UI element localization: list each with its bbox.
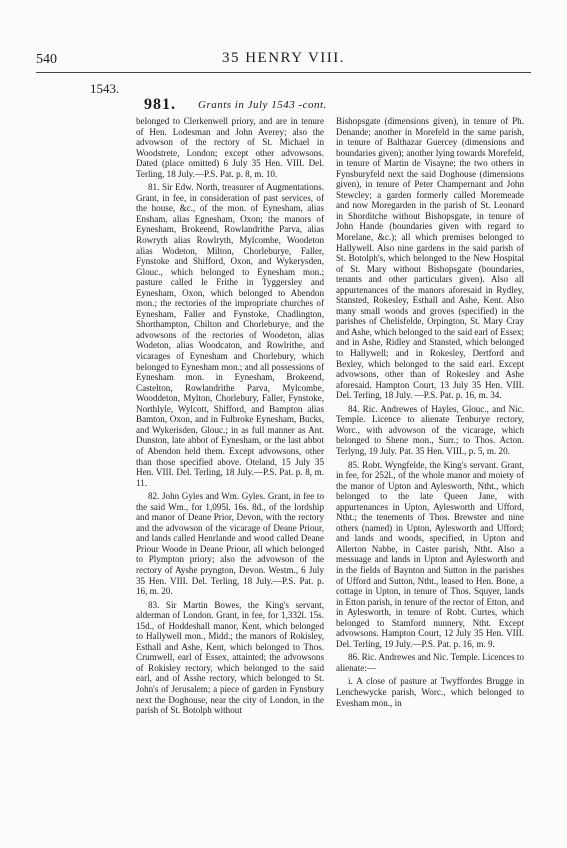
header-rule [36,72,531,73]
section-title: Grants in July 1543 -cont. [198,99,327,111]
paragraph: 85. Robt. Wyngfelde, the King's servant. Grant, in fee, for 252l., of the whole manor and moiety of the manor of Upton and Aylesworth, Ntht., which belonged to the late Queen Jane, with appurtenances in Upton, Aylesworth and Ufford, Ntht.; the tenements of Thos. Brewster and nine others (named) in Upton, Aylesworth and Ufford; and lands and woods, specified, in Upton and Allerton Nabbe, in Caster parish, Ntht. Also a messuage and lands in Upton and Aylesworth and in the fields of Baynton and Sutton in the parishes of Ufford and Sutton, Ntht., leased to Hen. Bone, a cottage in Upton, in tenure of Thos. Squyer, lands in Etton parish, in tenure of the rector of Etton, and in Aylesworth, in tenure of Robt. Curtes, which belonged to Stamford nunnery, Ntht. Except advowsons. Hampton Court, 12 July 35 Hen. VIII. Del. Terling, 19 July.—P.S. Pat. p. 16, m. 9. [336,459,524,649]
paragraph: 86. Ric. Andrewes and Nic. Temple. Licences to alienate:— [336,652,524,673]
paragraph: 83. Sir Martin Bowes, the King's servant, alderman of London. Grant, in fee, for 1,332l. 15s. 15d., of Hoddeshall manor, Kent, which belonged to Hallywell mon., Midd.; the manors of Rokisley, Esthall and Ashe, Kent, which belonged to Thos. Crumwell, earl of Essex, attainted; the advowsons of Rokisley rectory, which belonged to the said earl, and of Asshe rectory, which belonged to St. John's of Jerusalem; a piece of garden in Fynsbury next the Doghouse, near the city of London, in the parish of St. Botolph without [136,599,324,716]
right-column [336,116,524,711]
paragraph: i. A close of pasture at Twyffordes Brugge in Lenchewycke parish, Worc., which belonged to Evesham mon., in [336,676,524,708]
paragraph: 84. Ric. Andrewes of Hayles, Glouc., and Nic. Temple. Licence to alienate Tenburye rectory, Worc., with advowson of the vicarage, which belonged to Shene mon., Surr.; to Thos. Acton. Terlyng, 19 July. Pat. 35 Hen. VIII., p. 5, m. 20. [336,403,524,456]
left-column [136,116,324,719]
margin-year: 1543. [90,81,120,96]
paragraph: belonged to Clerkenwell priory, and are in tenure of Hen. Lodesman and John Averey; also the advowson of the rectory of St. Michael in Woodstrete, London; except other advowsons. Dated (place omitted) 6 July 35 Hen. VIII. Del. Terling, 18 July.—P.S. Pat. p. 8, m. 10. [136,116,324,179]
page-number: 540 [36,52,57,67]
paragraph: Bishopsgate (dimensions given), in tenure of Ph. Denande; another in Morefeld in the same parish, in tenure of Balthazar Guercey (dimensions and boundaries given); another lying towards Morefeld, in tenure of Martin de Visayne; the two others in Fynsburyfeld next the said Doghouse (dimensions given), in tenure of Peter Champernant and John Stewcley; a garden formerly called Moremeade and now Moregarden in the parish of St. Leonard in Shorditche without Bishopsgate, in tenure of John Hande (boundaries given with regard to Morelane, &c.); all which premises belonged to Hallywell. Also nine gardens in the said parish of St. Botolph's, which belonged to the New Hospital of St. Mary without Bishopsgate (boundaries, tenants and other particulars given). Also all appurtenances of the manors aforesaid in Rydley, Stansted, Rokesley, Esthall and Ashe, Kent. Also many small woods and groves (specified) in the parishes of Chelisfelde, Orpington, St. Mary Cray and Ashe, which belonged to the said earl of Essex; and in Ashe, Ridley and Stansted, which belonged to Hallywell; and in Rokesley, Dertford and Bexley, which belonged to the said earl. Except advowsons, other than of Rokesley and Ashe aforesaid. Hampton Court, 13 July 35 Hen. VIII. Del. Terling, 18 July. —P.S. Pat. p. 16, m. 34. [336,116,524,401]
paragraph: 82. John Gyles and Wm. Gyles. Grant, in fee to the said Wm., for 1,095l. 16s. 8d., of the lordship and manor of Deane Prior, Devon, with the rectory and the advowson of the vicarage of Deane Priour, and lands called Henrlande and wood called Deane Priour Woode in Deane Priour, all which belonged to Plympton priory; also the advowson of the rectory of Ayshe pryngton, Devon. Westm., 6 July 35 Hen. VIII. Del. Terling, 18 July.—P.S. Pat. p. 16, m. 20. [136,491,324,597]
paragraph: 81. Sir Edw. North, treasurer of Augmentations. Grant, in fee, in consideration of past services, of the house, &c., of the mon. of Eynesham, alias Ensham, alias Egnesham, Oxon; the manors of Eynesham, Brokeend, Rowlandrithe Parva, alias Rowryth alias Rowlryth, Mylcombe, Woodeton alias Wodeton, Milton, Chorleburye, Faller, Fynstoke and Shifford, Oxon, and Wykerysden, Glouc., which belonged to Eynesham mon.; pasture called le Frithe in Tyggersley and Eynesham, Oxon, which belonged to Abendon mon.; the rectories of the impropriate churches of Eynesham, Faller and Fynstoke, Chadlington, Shorthampton, Chilton and Chorleburye, and the advowsons of the rectories of Woodeton, alias Wodeton, alias Woodcaton, and Rowlrithe, and vicarages of Eynesham and Chorlebury, which belonged to Eynesham mon.; and all possessions of Eynesham mon. in Eynesham, Brokeend, Castelton, Rowlandrithe Parva, Mylcombe, Wooddeton, Mylton, Chorlebury, Faller, Fynstoke, Northlyle, Wylcott, Shifford, and Bampton alias Bamton, Oxon, and in Fulbroke Eynesham, Bucks, and Wykerisden, Glouc.; in as full manner as Ant. Dunston, late abbot of Eynesham, or the last abbot of Abendon held them. Except advowsons, other than those specified above. Oteland, 15 July 35 Hen. VIII. Del. Terling, 18 July.—P.S. Pat. p. 8, m. 11. [136,182,324,488]
running-title: 35 HENRY VIII. [221,50,346,66]
section-number: 981. [144,96,176,113]
